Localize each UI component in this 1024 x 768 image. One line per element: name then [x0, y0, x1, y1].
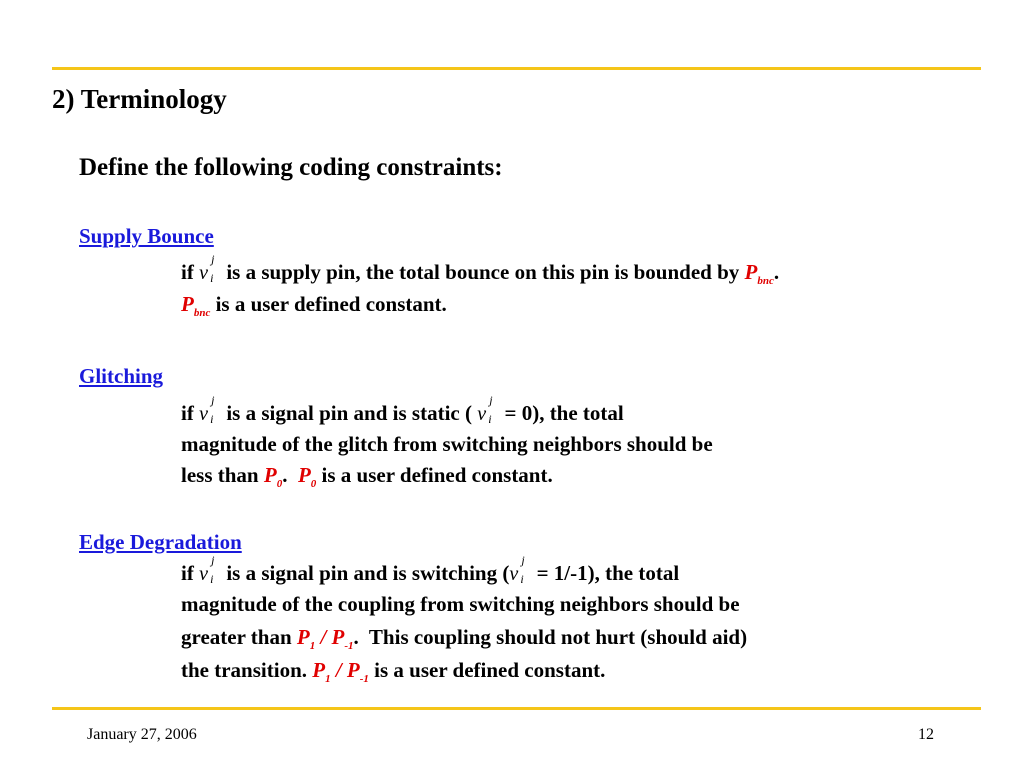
- edge-line-4: the transition. $P_1 / P_{-1}$ is a user defined constant.: [181, 658, 606, 686]
- edge-degradation-heading[interactable]: Edge Degradation: [79, 530, 242, 554]
- glitching-line-3: less than $P_0$. $P_0$ is a user defined constant.: [181, 463, 553, 491]
- variable-v-i-j: v j i: [477, 393, 493, 426]
- edge-line-3: greater than $P_1 / P_{-1}$. This coupling should not hurt (should aid): [181, 625, 748, 653]
- variable-v-i-j: v j i: [199, 553, 215, 586]
- supply-bounce-line-2: $P_{bnc}$ is a user defined constant.: [181, 292, 447, 320]
- slide-title: 2) Terminology: [52, 84, 227, 114]
- page-number: 12: [918, 726, 934, 743]
- p-bnc-symbol: $P_{bnc}$: [744, 260, 774, 288]
- p-minus-one-symbol: $P_{-1}$: [346, 658, 369, 686]
- p-minus-one-symbol: $P_{-1}$: [331, 625, 354, 653]
- p-bnc-symbol: $P_{bnc}$: [181, 292, 211, 320]
- supply-bounce-heading[interactable]: Supply Bounce: [79, 224, 214, 248]
- variable-v-i-j: v j i: [509, 553, 525, 586]
- variable-v-i-j: v j i: [199, 252, 215, 285]
- glitching-heading[interactable]: Glitching: [79, 364, 164, 388]
- supply-bounce-line-1: if v j i is a supply pin, the total bounce on this pin is bounded by $P_{bnc}$.: [181, 252, 780, 288]
- variable-v-i-j: v j i: [199, 393, 215, 426]
- footer-date: January 27, 2006: [87, 726, 197, 743]
- edge-line-2: magnitude of the coupling from switching neighbors should be: [181, 592, 740, 616]
- p-one-symbol: $P_1$: [312, 658, 331, 686]
- glitching-line-2: magnitude of the glitch from switching neighbors should be: [181, 432, 713, 456]
- lead-text: Define the following coding constraints:: [79, 154, 503, 181]
- top-rule: [52, 67, 981, 70]
- bottom-rule: [52, 707, 981, 710]
- p-zero-symbol: $P_0$: [297, 463, 317, 491]
- edge-line-1: if v j i is a signal pin and is switching (v j i = 1/-1), the total: [181, 553, 680, 586]
- p-one-symbol: $P_1$: [296, 625, 316, 653]
- p-zero-symbol: $P_0$: [263, 463, 283, 491]
- glitching-line-1: if v j i is a signal pin and is static ( v j i = 0), the total: [181, 393, 624, 426]
